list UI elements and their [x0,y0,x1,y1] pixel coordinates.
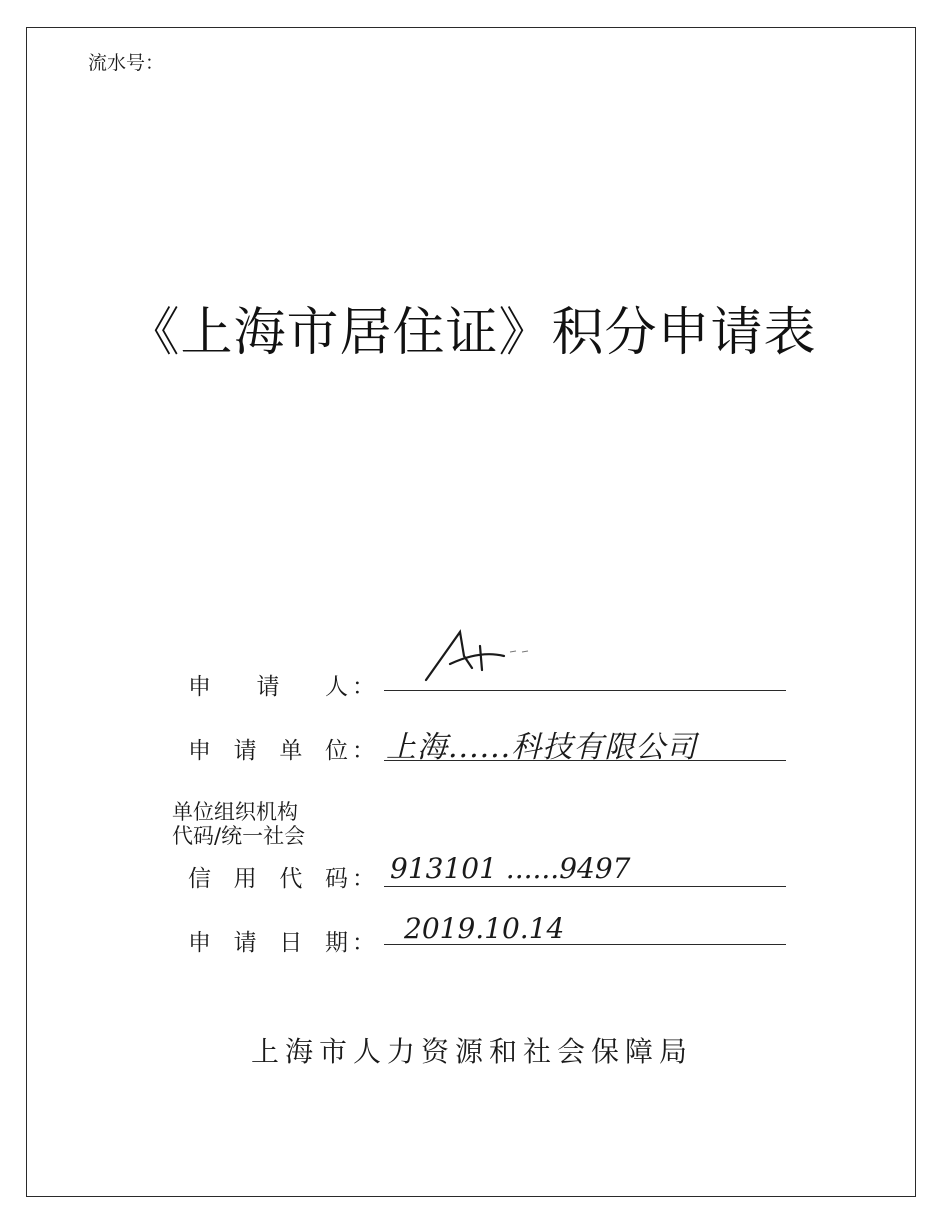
applicant-signature [420,620,530,690]
org-code-label-line2: 代码/统一社会 [172,824,306,848]
org-code-label-line1: 单位组织机构 [172,800,298,824]
serial-number-label: 流水号： [88,52,165,74]
credit-code-value: 913101 ......9497 [390,852,631,885]
page-border [26,27,916,1197]
applicant-unit-value: 上海......科技有限公司 [386,730,698,765]
applicant-line [384,690,786,691]
applicant-label: 申 请 人 [188,674,348,700]
application-date-value: 2019.10.14 [404,912,565,945]
applicant-unit-label: 申 请 单 位 [188,738,348,764]
credit-code-line [384,886,786,887]
application-date-label: 申 请 日 期 [188,930,348,956]
issuing-authority: 上海市人力资源和社会保障局 [250,1035,693,1068]
form-title: 《上海市居住证》积分申请表 [127,303,817,363]
credit-code-label: 信 用 代 码 [188,866,348,892]
